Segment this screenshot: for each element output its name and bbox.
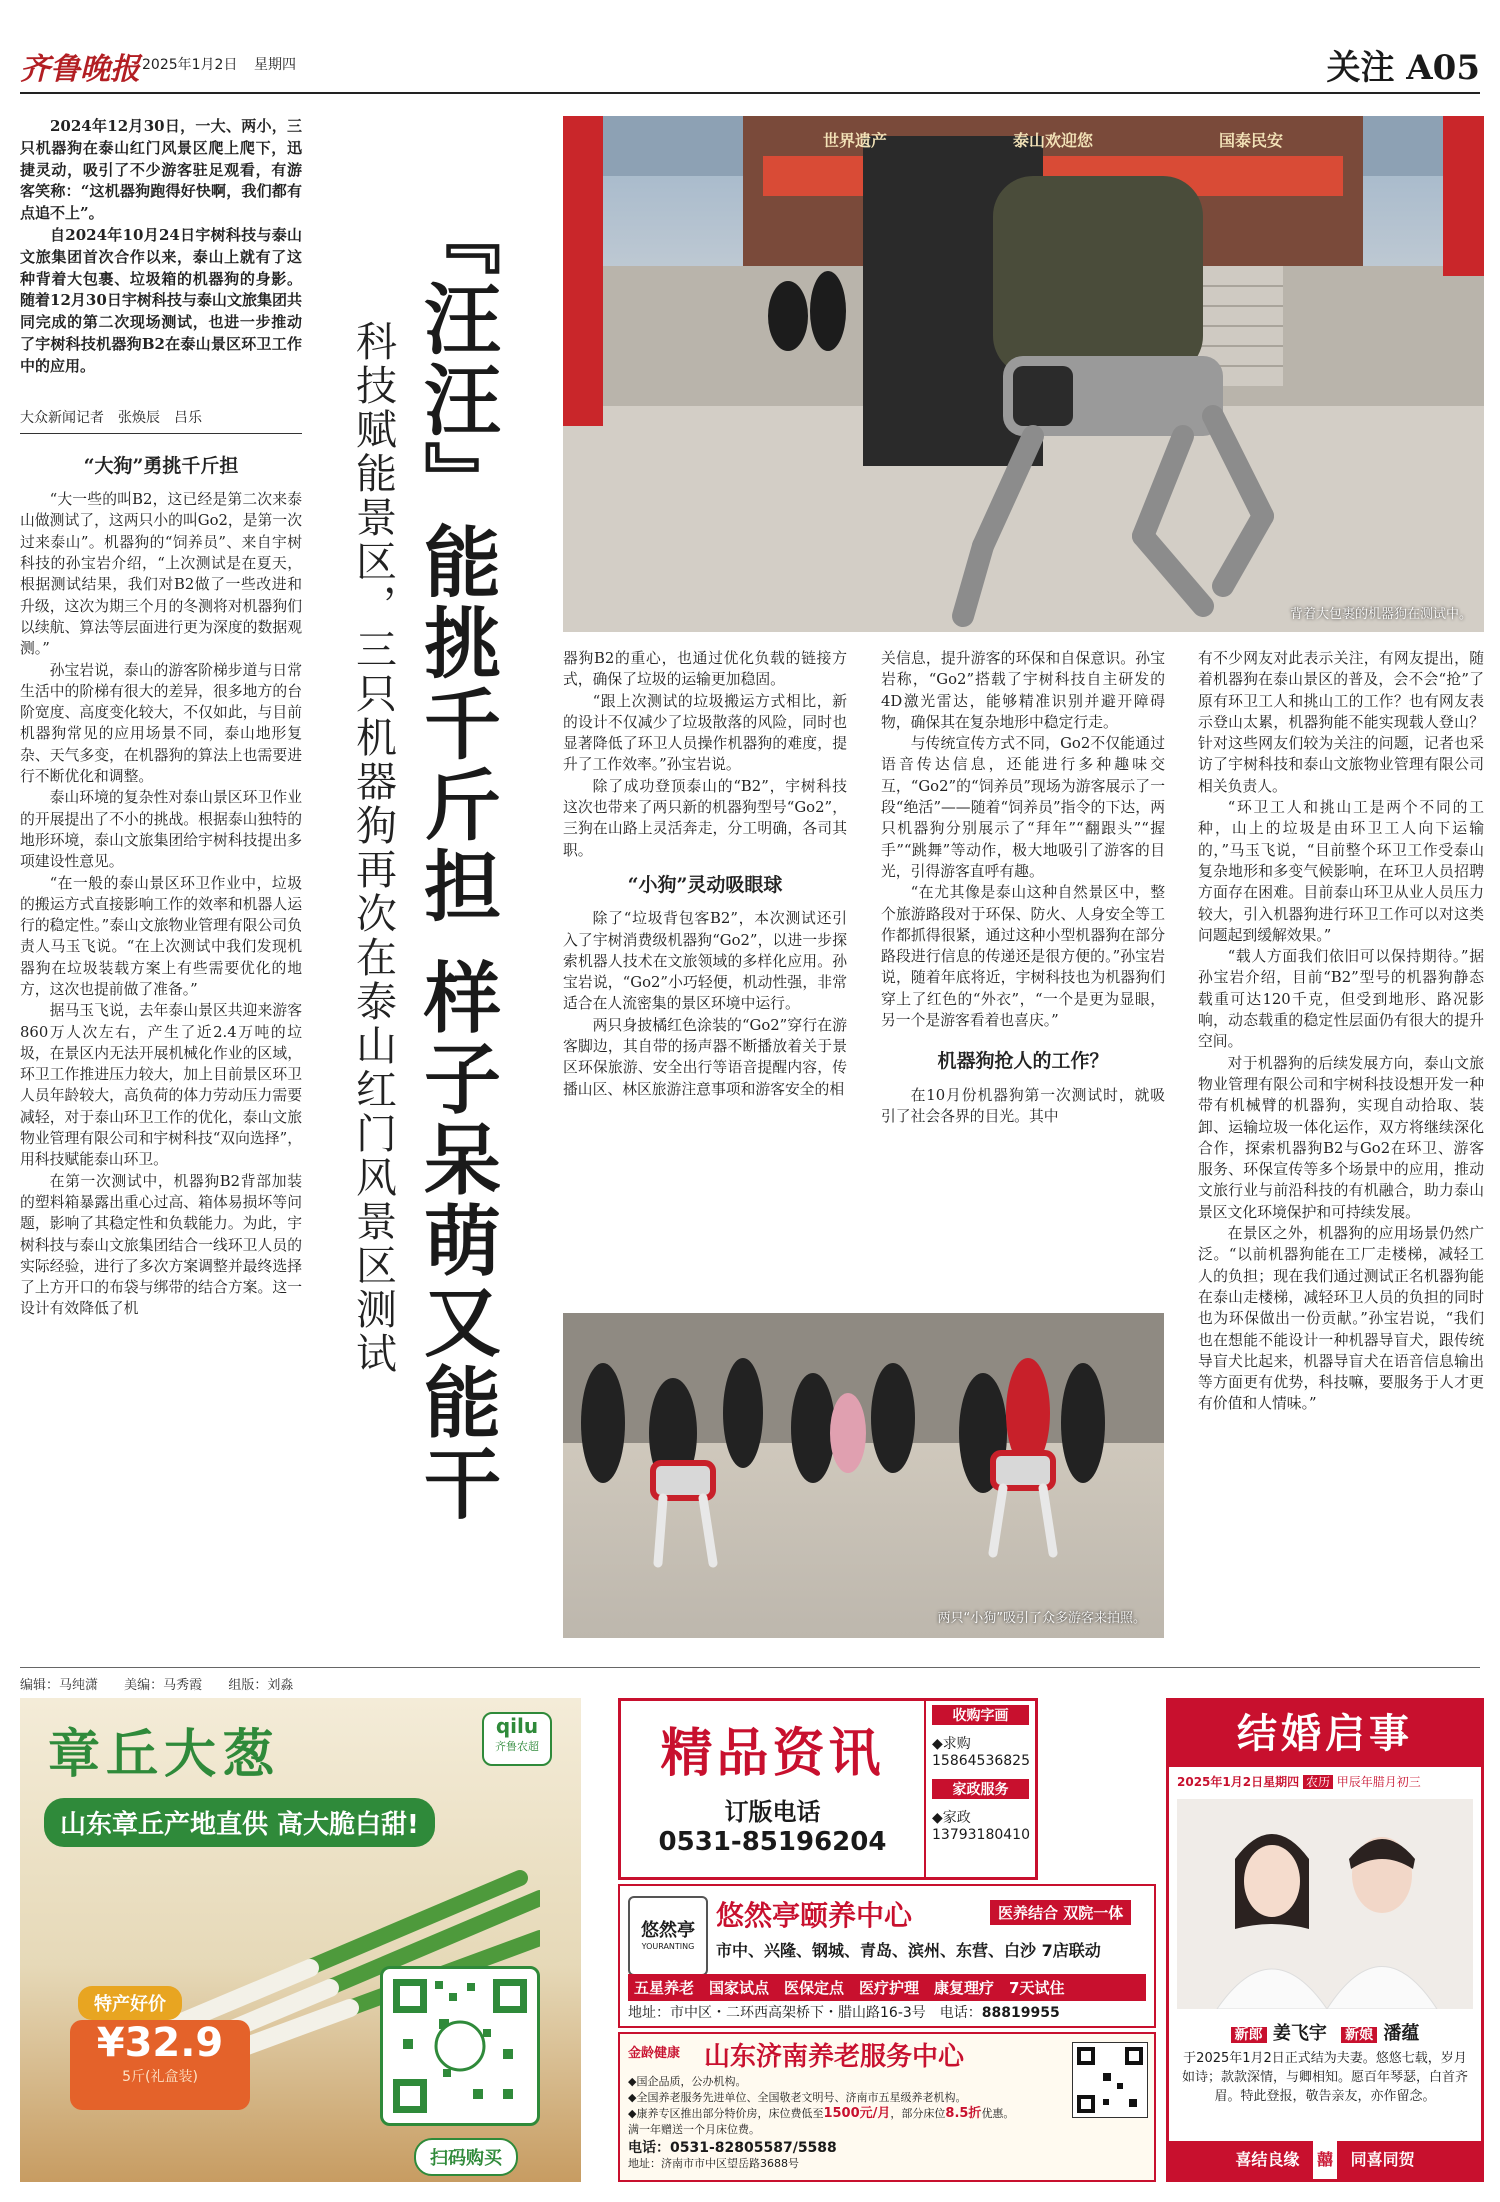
body-paragraph: 在景区之外，机器狗的应用场景仍然广泛。“以前机器狗能在工厂走楼梯，减轻工人的负担；现在我们通过测试正名机器狗能在泰山走楼梯，减轻环卫人员的负担的同时也为环保做出一份贡献。”孙宝岩说，“我们也在想能不能设计一种机器导盲犬，跟传统导盲犬比起来，机器导盲犬在语音信息输出等方面更有优势，科技嘛，要服务于人才更有价值和人情味。” <box>1198 1225 1484 1413</box>
section-heading: “小狗”灵动吸眼球 <box>627 873 783 896</box>
qr-code[interactable] <box>380 1966 540 2126</box>
classified-main <box>621 1701 924 1877</box>
issue-weekday: 星期四 <box>254 57 296 73</box>
lunar-date: 甲辰年腊月初三 <box>1336 1775 1421 1789</box>
body-paragraph: 泰山环境的复杂性对泰山景区环卫作业的开展提出了不小的挑战。根据泰山独特的地形环境，泰山文旅集团给宇树科技提出多项建设性意见。 <box>20 789 302 871</box>
classified-title: 精品资讯 <box>660 1723 885 1784</box>
photo-sign-text: 国泰民安 <box>1218 131 1283 150</box>
pension-line: ◆全国养老服务先进单位、全国敬老文明号、济南市五星级养老机构。 <box>628 2091 967 2104</box>
qr-code-pattern <box>383 1969 537 2123</box>
classified-category: 收购字画 <box>932 1705 1029 1725</box>
wedding-date-line <box>1177 1773 1421 1790</box>
pension-line: 满一年赠送一个月床位费。 <box>628 2123 760 2136</box>
pension-qr-pattern <box>1073 2043 1147 2117</box>
couple-photo <box>1177 1799 1473 2009</box>
scallion-ad[interactable] <box>20 1698 581 2182</box>
body-paragraph: 器狗B2的重心，也通过优化负载的链接方式，确保了垃圾的运输更加稳固。 <box>563 650 847 689</box>
classified-phone: 0531-85196204 <box>658 1827 887 1857</box>
body-paragraph: “环卫工人和挑山工是两个不同的工种，山上的垃圾是由环卫工人向下运输的，”马玉飞说，“目前整个环卫工作受泰山复杂地形和多变气候影响，在环卫人员招聘方面存在困难。目前泰山环卫从业人员压力较大，引入机器狗进行环卫工作可以对这类问题起到缓解效果。” <box>1198 799 1484 944</box>
pension-name: 山东济南养老服务中心 <box>704 2042 965 2072</box>
lead-paragraph: 2024年12月30日，一大、两小，三只机器狗在泰山红门风景区爬上爬下，迅捷灵动，吸引了不少游客驻足观看，有游客笑称：“这机器狗跑得好快啊，我们都有点追不上”。 <box>20 117 302 223</box>
lead-paragraph: 自2024年10月24日宇树科技与泰山文旅集团首次合作以来，泰山上就有了这种背着大包裹、垃圾箱的机器狗的身影。随着12月30日宇树科技与泰山文旅集团共同完成的第二次现场测试，也进一步推动了宇树科技机器狗B2在泰山景区环卫工作中的应用。 <box>20 225 302 375</box>
credit-layout: 组版：刘淼 <box>228 1678 294 1693</box>
classified-ad <box>618 1698 1038 1880</box>
body-paragraph: 关信息，提升游客的环保和自保意识。孙宝岩称，“Go2”搭载了宇树科技自主研发的4D激光雷达，能够精准识别并避开障碍物，确保其在复杂地形中稳定行走。 <box>881 650 1165 731</box>
pension-line <box>628 2106 1068 2122</box>
couple-photo-illustration <box>1177 1799 1473 2009</box>
body-paragraph: “跟上次测试的垃圾搬运方式相比，新的设计不仅减少了垃圾散落的风险，同时也显著降低了环卫人员操作机器狗的难度，提升了工作效率。”孙宝岩说。 <box>563 692 847 774</box>
double-happiness-icon: 囍 <box>1313 2141 1337 2179</box>
body-paragraph: 两只身披橘红色涂装的“Go2”穿行在游客脚边，其自带的扬声器不断播放着关于景区环保旅游、安全出行等语音提醒内容，传播山区、林区旅游注意事项和游客安全的相 <box>563 1016 847 1098</box>
eldercare-phone: 88819955 <box>981 2005 1060 2021</box>
eldercare-logo-text: 悠然亭 <box>641 1920 695 1941</box>
wedding-announcement <box>1166 1698 1484 2182</box>
ad-unit: 5斤(礼盒装) <box>122 2069 198 2085</box>
ad-title: 章丘大葱 <box>48 1724 281 1785</box>
eldercare-tag: 医养结合 双院一体 <box>990 1900 1131 1925</box>
price-badge <box>70 2020 250 2110</box>
wedding-footer <box>1169 2141 1481 2179</box>
wedding-date: 2025年1月2日星期四 <box>1177 1775 1300 1789</box>
pension-discount: 8.5折 <box>945 2106 982 2121</box>
ad-price: ¥32.9 <box>96 2020 224 2066</box>
credit-designer: 美编：马秀霞 <box>124 1678 203 1693</box>
article-headline: 『汪汪』能挑千斤担 样子呆萌又能干 <box>411 198 501 1525</box>
wedding-text: 于2025年1月2日正式结为夫妻。悠悠七载，岁月如诗；款款深情，与卿相知。愿百年琴瑟，白首齐眉。特此登报，敬告亲友，亦作留念。 <box>1181 2051 1468 2104</box>
body-paragraph: 除了“垃圾背包客B2”，本次测试还引入了宇树消费级机器狗“Go2”，以进一步探索机器人技术在文旅领域的多样化应用。孙宝岩说，“Go2”小巧轻便，机动性强，非常适合在人流密集的景区环境中运行。 <box>563 910 847 1013</box>
small-robot-dogs-photo <box>563 1313 1164 1638</box>
body-paragraph: 据马玉飞说，去年泰山景区共迎来游客860万人次左右，产生了近2.4万吨的垃圾，在景区内无法开展机械化作业的区域，环卫工作推进压力较大，加上目前景区环卫人员年龄较大，高负荷的体力劳动压力需要减轻，对于泰山环卫工作的优化，泰山文旅物业管理有限公司和宇树科技“双向选择”，用科技赋能泰山环卫。 <box>20 1002 302 1169</box>
pension-center-ad <box>618 2032 1156 2182</box>
wedding-footer-left: 喜结良缘 <box>1235 2150 1300 2169</box>
photo-caption: 背着大包裹的机器狗在测试中。 <box>1289 607 1472 622</box>
bride-tag: 新娘 <box>1341 2027 1377 2043</box>
column-3 <box>881 648 1165 1127</box>
eldercare-cities: 市中、兴隆、钢城、青岛、滨州、东营、白沙 7店联动 <box>716 1941 1101 1960</box>
pension-phone: 电话：0531-82805587/5588 <box>628 2140 837 2156</box>
eldercare-address-text: 地址：市中区・二环西高架桥下・腊山路16-3号 电话： <box>628 2005 982 2021</box>
classified-phone-label: 订版电话 <box>724 1798 821 1826</box>
couple-names <box>1177 2019 1473 2045</box>
credit-editor: 编辑：马纯潇 <box>20 1678 99 1693</box>
body-paragraph: 在第一次测试中，机器狗B2背部加装的塑料箱暴露出重心过高、箱体易损坏等问题，影响了其稳定性和负载能力。为此，宇树科技与泰山文旅集团结合一线环卫人员的实际经验，进行了多次方案调整并最终选择了上方开口的布袋与绑带的结合方案。这一设计有效降低了机 <box>20 1172 302 1318</box>
body-paragraph: “在一般的泰山景区环卫作业中，垃圾的搬运方式直接影响工作的效率和机器人运行的稳定性。”泰山文旅物业管理有限公司负责人马玉飞说。“在上次测试中我们发现机器狗在垃圾装载方案上有些需要优化的地方，这次也提前做了准备。” <box>20 874 302 998</box>
pension-qr-code[interactable] <box>1072 2042 1148 2118</box>
pension-text: ，部分床位 <box>890 2107 946 2120</box>
body-paragraph: 孙宝岩说，泰山的游客阶梯步道与日常生活中的阶梯有很大的差异，很多地方的台阶宽度、高度变化较大，不仅如此，与目前机器狗常见的应用场景不同，泰山地形复杂、天气多变，在机器狗的算法上也需要进行不断优化和调整。 <box>20 661 302 786</box>
newspaper-logo: 齐鲁晚报 <box>20 52 140 87</box>
pension-line: ◆国企品质，公办机构。 <box>628 2075 747 2088</box>
eldercare-ad <box>618 1884 1156 2028</box>
pension-details <box>628 2074 1068 2172</box>
eldercare-name: 悠然亭颐养中心 <box>716 1899 913 1932</box>
eldercare-features: 五星养老 国家试点 医保定点 医疗护理 康复理疗 7天试住 <box>628 1974 1146 2001</box>
body-paragraph: 与传统宣传方式不同，Go2不仅能通过语音传达信息，还能进行多种趣味交互，“Go2”的“饲养员”现场为游客展示了一段“绝活”——随着“饲养员”指令的下达，两只机器狗分别展示了“拜年”“翻跟头”“握手”“跳舞”等动作，极大地吸引了游客的目光，引得游客直呼有趣。 <box>881 735 1165 880</box>
classified-number: 15864536825 <box>932 1753 1030 1769</box>
body-paragraph: 在10月份机器狗第一次测试时，就吸引了社会各界的目光。其中 <box>881 1086 1165 1125</box>
classified-sidebar <box>924 1701 1035 1877</box>
article-lead <box>20 116 302 378</box>
classified-item: ◆求购 <box>932 1736 971 1752</box>
photo-sign-text: 世界遗产 <box>823 131 888 150</box>
bride-name: 潘蕴 <box>1383 2023 1420 2044</box>
body-paragraph: “载人方面我们依旧可以保持期待。”据孙宝岩介绍，目前“B2”型号的机器狗静态载重可达120千克，但受到地形、路况影响，动态载重的稳定性层面仍有很大的提升空间。 <box>1198 948 1484 1051</box>
robot-dog-photo-illustration <box>563 116 1484 632</box>
photo-caption: 两只“小狗”吸引了众多游客来拍照。 <box>937 1611 1146 1626</box>
ad-slogan: 山东章丘产地直供 高大脆白甜! <box>44 1798 435 1847</box>
masthead-rule <box>20 92 1480 94</box>
photo-sign-text: 泰山欢迎您 <box>1012 131 1093 150</box>
body-paragraph: “大一些的叫B2，这已经是第二次来泰山做测试了，这两只小的叫Go2，是第一次过来泰山”。机器狗的“饲养员”、来自宇树科技的孙宝岩介绍，“上次测试是在夏天，根据测试结果，我们对B2做了一些改进和升级，这次为期三个月的冬测将对机器狗们以续航、算法等层面进行更为深度的数据观测。” <box>20 491 302 658</box>
pension-prefix: 金龄健康 <box>628 2046 681 2061</box>
classified-item: ◆家政 <box>932 1810 971 1826</box>
masthead <box>0 0 1500 100</box>
eldercare-address <box>628 2002 1060 2022</box>
wedding-title: 结婚启事 <box>1169 1701 1481 1767</box>
body-paragraph: 有不少网友对此表示关注，有网友提出，随着机器狗在泰山景区的普及，会不会“抢”了原有环卫工人和挑山工的工作？也有网友表示登山太累，机器狗能不能实现载人登山？针对这些网友们较为关注的问题，记者也采访了宇树科技和泰山文旅物业管理有限公司相关负责人。 <box>1198 650 1484 795</box>
pension-text: 优惠。 <box>981 2107 1015 2120</box>
wedding-footer-right: 同喜同贺 <box>1350 2150 1415 2169</box>
ad-tag: 特产好价 <box>78 1986 182 2020</box>
byline: 大众新闻记者 张焕辰 吕乐 <box>20 408 302 434</box>
pension-text: ◆康养专区推出部分特价房，床位费低至 <box>628 2107 824 2120</box>
body-paragraph: 对于机器狗的后续发展方向，泰山文旅物业管理有限公司和宇树科技设想开发一种带有机械臂的机器狗，实现自动拾取、装卸、运输垃圾一体化运作，双方将继续深化合作，探索机器狗B2与Go2在环卫、游客服务、环保宣传等多个场景中的应用，推动文旅行业与前沿科技的有机融合，助力泰山景区文化环境保护和可持续发展。 <box>1198 1054 1484 1221</box>
qilu-brand-logo <box>482 1712 552 1766</box>
brand-subtitle: 齐鲁农超 <box>495 1740 539 1753</box>
section-heading: 机器狗抢人的工作？ <box>937 1050 1109 1073</box>
eldercare-logo <box>628 1896 708 1976</box>
groom-tag: 新郎 <box>1231 2027 1267 2043</box>
pension-address: 地址：济南市市中区望岳路3688号 <box>628 2157 799 2170</box>
groom-name: 姜飞宇 <box>1272 2023 1327 2044</box>
classified-number: 13793180410 <box>932 1827 1030 1843</box>
small-robot-dogs-illustration <box>563 1313 1164 1638</box>
eldercare-logo-en: YOURANTING <box>641 1942 695 1951</box>
scan-to-buy-button[interactable]: 扫码购买 <box>414 2138 518 2176</box>
column-2 <box>563 648 847 1100</box>
column-4 <box>1198 648 1484 1415</box>
robot-dog-photo <box>563 116 1484 632</box>
body-paragraph: 除了成功登顶泰山的“B2”，宇树科技这次也带来了两只新的机器狗型号“Go2”，三狗在山路上灵活奔走，分工明确，各司其职。 <box>563 777 847 859</box>
section-page-label: 关注 A05 <box>1326 48 1480 88</box>
section-heading: “大狗”勇挑千斤担 <box>83 454 239 477</box>
body-paragraph: “在尤其像是泰山这种自然景区中，整个旅游路段对于环保、防火、人身安全等工作都抓得很紧，通过这种小型机器狗在部分路段进行信息的传递还是很方便的。”孙宝岩说，随着年底将近，宇树科技也为机器狗们穿上了红色的“外衣”，“一个是更为显眼，另一个是游客看着也喜庆。” <box>881 884 1165 1030</box>
issue-date: 2025年1月2日 <box>142 57 238 73</box>
page-credits <box>20 1667 1480 1693</box>
classified-category: 家政服务 <box>932 1779 1029 1799</box>
column-1 <box>20 116 302 1320</box>
pension-price: 1500元/月 <box>823 2106 891 2121</box>
article-subheadline: 科技赋能景区，三只机器狗再次在泰山红门风景区测试 <box>349 320 397 1376</box>
brand-name: qilu <box>495 1714 539 1738</box>
photo-signage <box>823 116 1283 151</box>
lunar-tag: 农历 <box>1303 1775 1333 1789</box>
